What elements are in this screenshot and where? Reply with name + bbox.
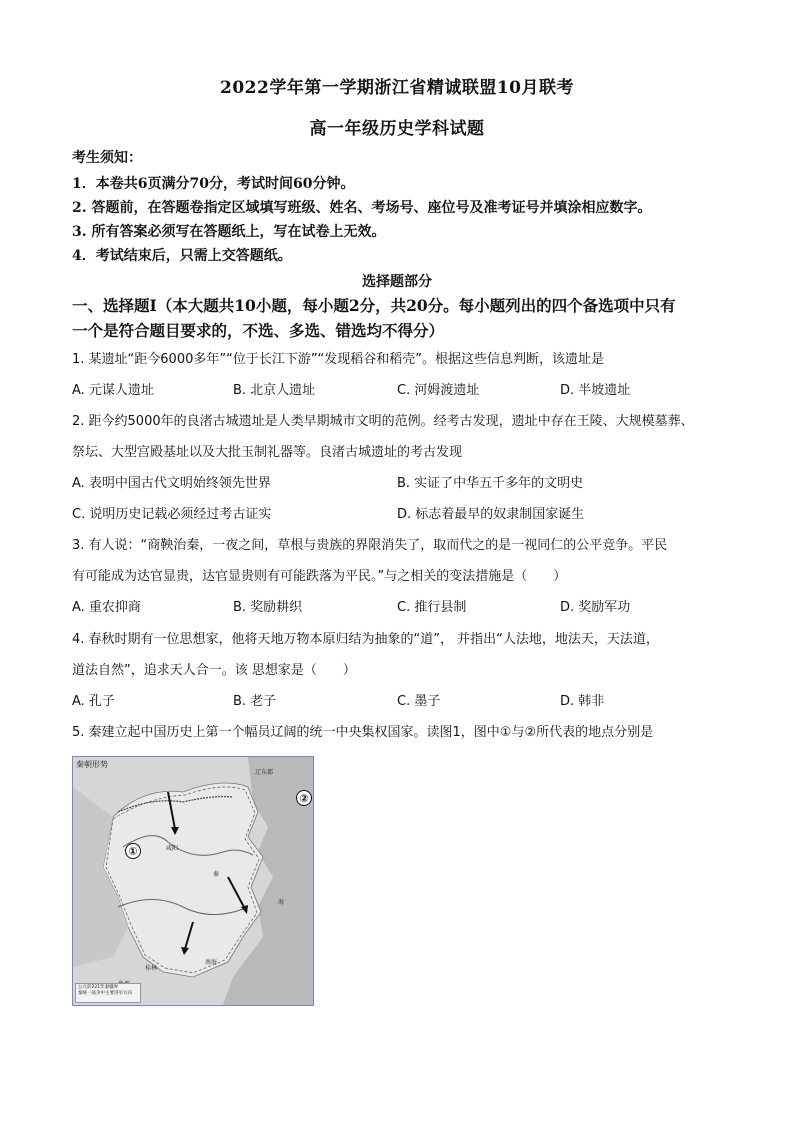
map-place-guilin: 桂林 — [145, 965, 158, 972]
question-2-option-d: D. 标志着最早的奴隶制国家诞生 — [397, 507, 585, 522]
notice-heading: 考生须知： — [72, 150, 142, 166]
question-1-option-b: B. 北京人遗址 — [233, 383, 316, 398]
question-3-text-1: 3. 有人说：“商鞅治秦，一夜之间，草根与贵族的界限消失了，取而代之的是一视同仁的公平竞争。平民 — [72, 538, 668, 553]
map-legend-border: 公元前221年秦疆界 — [78, 985, 119, 990]
question-4-option-a: A. 孔子 — [72, 694, 115, 709]
question-2-option-a: A. 表明中国古代文明始终领先世界 — [72, 476, 271, 491]
question-4-text-2: 道法自然”，追求天人合一。该 思想家是（ ） — [72, 663, 356, 678]
notice-item-4: 4．考试结束后，只需上交答题纸。 — [72, 248, 292, 264]
map-place-liaodong: 辽东郡 — [255, 769, 274, 776]
map-marker-2: ② — [296, 790, 312, 806]
question-2-text-1: 2. 距今约5000年的良渚古城遗址是人类早期城市文明的范例。经考古发现，遗址中存在王陵、大规模墓葬、 — [72, 414, 694, 429]
exam-subtitle: 高一年级历史学科试题 — [309, 119, 485, 139]
question-1-option-c: C. 河姆渡遗址 — [397, 383, 480, 398]
question-1-text: 1. 某遗址“距今6000多年”“位于长江下游”“发现稻谷和稻壳”。根据这些信息判断，该遗址是 — [72, 352, 605, 367]
question-3-text-2: 有可能成为达官显贵，达官显贵则有可能跌落为平民。”与之相关的变法措施是（ ） — [72, 569, 567, 584]
notice-item-2: 2. 答题前，在答题卷指定区域填写班级、姓名、考场号、座位号及准考证号并填涂相应数字。 — [72, 200, 652, 216]
map-legend-arrow: 秦统一战争中主要进军方向 — [78, 991, 132, 996]
part-one-instructions-2: 一个是符合题目要求的，不选、多选、错选均不得分） — [72, 321, 445, 340]
map-place-nanhai: 南海 — [205, 959, 218, 966]
map-legend — [75, 983, 141, 1003]
map-marker-1: ① — [125, 843, 141, 859]
question-2-option-c: C. 说明历史记载必须经过考古证实 — [72, 507, 272, 522]
question-4-option-c: C. 墨子 — [397, 694, 441, 709]
question-2-option-b: B. 实证了中华五千多年的文明史 — [397, 476, 584, 491]
map-place-qin: 秦 — [213, 871, 220, 878]
question-1-option-a: A. 元谋人遗址 — [72, 383, 154, 398]
map-title: 秦朝形势 — [76, 760, 108, 769]
qin-dynasty-map — [72, 756, 314, 1006]
question-1-option-d: D. 半坡遗址 — [560, 383, 631, 398]
notice-item-3: 3. 所有答案必须写在答题纸上，写在试卷上无效。 — [72, 224, 386, 240]
question-4-option-d: D. 韩非 — [560, 694, 605, 709]
question-4-option-b: B. 老子 — [233, 694, 277, 709]
section-label: 选择题部分 — [362, 274, 432, 290]
map-place-sea: 海 — [278, 899, 285, 906]
question-3-option-b: B. 奖励耕织 — [233, 600, 303, 615]
map-drawing — [73, 757, 313, 1005]
question-2-text-2: 祭坛、大型宫殿基址以及大批玉制礼器等。良渚古城遗址的考古发现 — [72, 445, 463, 460]
exam-title: 2022学年第一学期浙江省精诚联盟10月联考 — [220, 78, 574, 98]
question-4-text-1: 4. 春秋时期有一位思想家，他将天地万物本原归结为抽象的“道”， 并指出“人法地，地法天，天法道， — [72, 632, 659, 647]
part-one-instructions-1: 一、选择题Ⅰ（本大题共10小题，每小题2分，共20分。每小题列出的四个备选项中只有 — [72, 296, 676, 315]
question-3-option-d: D. 奖励军功 — [560, 600, 631, 615]
map-place-xianyang: 咸阳 — [166, 845, 179, 852]
question-3-option-a: A. 重农抑商 — [72, 600, 141, 615]
question-5-text: 5. 秦建立起中国历史上第一个幅员辽阔的统一中央集权国家。读图1，图中①与②所代表的地点分别是 — [72, 725, 654, 740]
question-3-option-c: C. 推行县制 — [397, 600, 467, 615]
notice-item-1: 1．本卷共6页满分70分，考试时间60分钟。 — [72, 176, 355, 192]
